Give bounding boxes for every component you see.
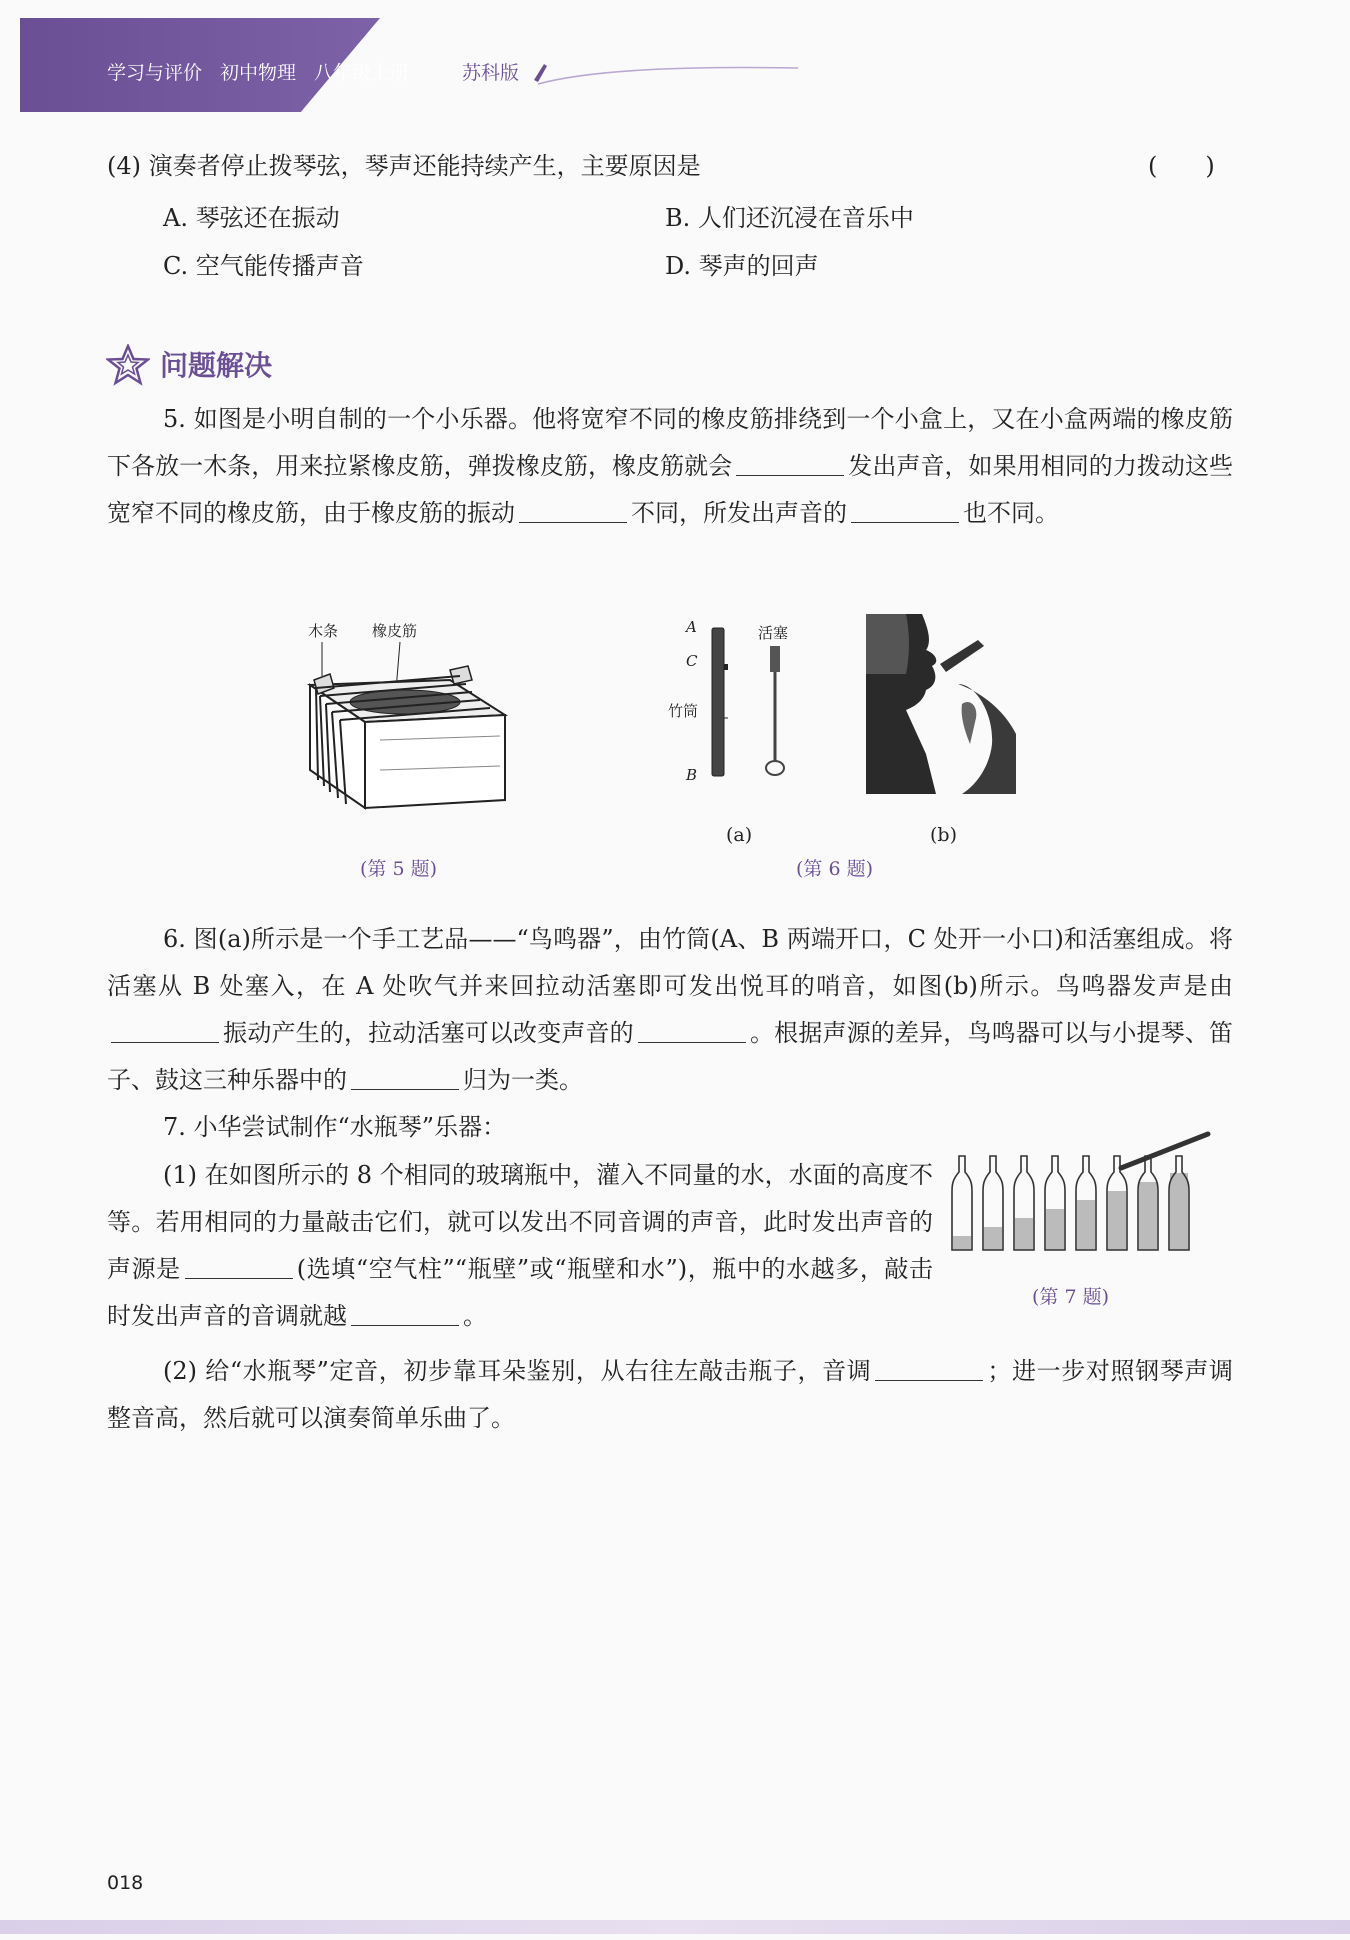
fig6-caption: (第 6 题) xyxy=(796,858,873,880)
q7-sub1-text-3: 。 xyxy=(463,1302,487,1330)
fig6-label-a: A xyxy=(686,618,697,636)
fig5-rubber-band-box xyxy=(300,640,520,820)
q4-stem: (4) 演奏者停止拨琴弦，琴声还能持续产生，主要原因是 xyxy=(107,152,701,180)
section-title: 问题解决 xyxy=(160,349,273,382)
q5-text-2: 发出声音，如果用相同的力拨动这些宽窄不同的橡皮筋，由于橡皮筋的振动 xyxy=(107,452,1234,527)
bottom-band xyxy=(0,1920,1350,1934)
page-number: 018 xyxy=(107,1872,144,1894)
fig6-label-tube: 竹筒 xyxy=(668,702,699,720)
q4-answer-paren: ( ) xyxy=(1148,152,1215,180)
q7-sub2-text-2: ；进一步对照钢琴声调整音高，然后就可以演奏简单乐曲了。 xyxy=(107,1357,1234,1432)
star-icon xyxy=(106,344,150,386)
fig6-label-piston: 活塞 xyxy=(758,624,789,642)
q5-text-4: 也不同。 xyxy=(963,499,1059,527)
q6-text-3: 。根据声源的差异，鸟鸣器可以与小提琴、笛子、鼓这三种乐器中的 xyxy=(107,1019,1234,1094)
answer-blank[interactable] xyxy=(875,1354,983,1381)
glass-bottle xyxy=(983,1156,1003,1250)
q4-option-c: C. 空气能传播声音 xyxy=(163,252,364,280)
header-item: 学习与评价 xyxy=(107,62,203,84)
answer-blank[interactable] xyxy=(351,1299,459,1326)
edition-label: 苏科版 xyxy=(462,62,520,84)
glass-bottle xyxy=(1045,1156,1065,1250)
glass-bottle xyxy=(1014,1156,1034,1250)
q5-text-1: 5. 如图是小明自制的一个小乐器。他将宽窄不同的橡皮筋排绕到一个小盒上，又在小盒两端的橡皮筋下各放一木条，用来拉紧橡皮筋，弹拨橡皮筋，橡皮筋就会 xyxy=(107,405,1233,480)
answer-blank[interactable] xyxy=(736,449,844,476)
fig6b-person-blowing-photo xyxy=(866,614,1022,794)
answer-blank[interactable] xyxy=(185,1252,293,1279)
fig6-label-c: C xyxy=(686,652,698,670)
q6-paragraph xyxy=(107,916,1233,1104)
q7-sub1-paragraph xyxy=(107,1152,933,1340)
q7-sub1-text-1: (1) 在如图所示的 8 个相同的玻璃瓶中，灌入不同量的水，水面的高度不等。若用相同的力量敲击它们，就可以发出不同音调的声音，此时发出声音的声源是 xyxy=(107,1161,933,1283)
fig5-label-stick: 木条 xyxy=(308,622,339,640)
header-item: 八年级上册 xyxy=(314,62,410,84)
q6-text-4: 归为一类。 xyxy=(463,1066,583,1094)
q6-text-1: 6. 图(a)所示是一个手工艺品——“鸟鸣器”，由竹筒(A、B 两端开口，C 处开一小口)和活塞组成。将活塞从 B 处塞入，在 A 处吹气并来回拉动活塞即可发出悦耳的哨音，如图(b)所示。鸟鸣器发声是由 xyxy=(107,925,1233,1000)
glass-bottle xyxy=(952,1156,972,1250)
q5-paragraph xyxy=(107,396,1233,537)
answer-blank[interactable] xyxy=(111,1016,219,1043)
fig6-sub-b: (b) xyxy=(930,824,957,846)
q7-sub2-paragraph xyxy=(107,1348,1233,1442)
pen-icon xyxy=(530,60,800,90)
q4-option-a: A. 琴弦还在振动 xyxy=(163,204,340,232)
striking-stick xyxy=(1121,1134,1208,1168)
answer-blank[interactable] xyxy=(519,496,627,523)
fig5-caption: (第 5 题) xyxy=(360,858,437,880)
fig7-caption: (第 7 题) xyxy=(1032,1286,1109,1308)
fig6-sub-a: (a) xyxy=(726,824,753,846)
q7-sub1-text-2: (选填“空气柱”“瓶壁”或“瓶壁和水”)，瓶中的水越多，敲击时发出声音的音调就越 xyxy=(107,1255,933,1330)
glass-bottle xyxy=(1107,1156,1127,1250)
fig5-label-band: 橡皮筋 xyxy=(372,622,418,640)
answer-blank[interactable] xyxy=(851,496,959,523)
glass-bottle xyxy=(1138,1156,1158,1250)
q4-option-d: D. 琴声的回声 xyxy=(665,252,819,280)
answer-blank[interactable] xyxy=(351,1063,459,1090)
q7-sub2-text-1: (2) 给“水瓶琴”定音，初步靠耳朵鉴别，从右往左敲击瓶子，音调 xyxy=(163,1357,872,1385)
fig6-label-b: B xyxy=(686,766,698,784)
glass-bottle xyxy=(1076,1156,1096,1250)
q7-title: 7. 小华尝试制作“水瓶琴”乐器： xyxy=(163,1113,507,1141)
header-breadcrumb xyxy=(107,58,427,86)
answer-blank[interactable] xyxy=(638,1016,746,1043)
q5-text-3: 不同，所发出声音的 xyxy=(631,499,847,527)
fig6a-bird-whistle xyxy=(700,620,800,780)
header-item: 初中物理 xyxy=(220,62,297,84)
glass-bottle xyxy=(1169,1156,1189,1250)
q4-option-b: B. 人们还沉浸在音乐中 xyxy=(665,204,914,232)
q6-text-2: 振动产生的，拉动活塞可以改变声音的 xyxy=(223,1019,634,1047)
fig7-water-bottles xyxy=(946,1128,1216,1258)
